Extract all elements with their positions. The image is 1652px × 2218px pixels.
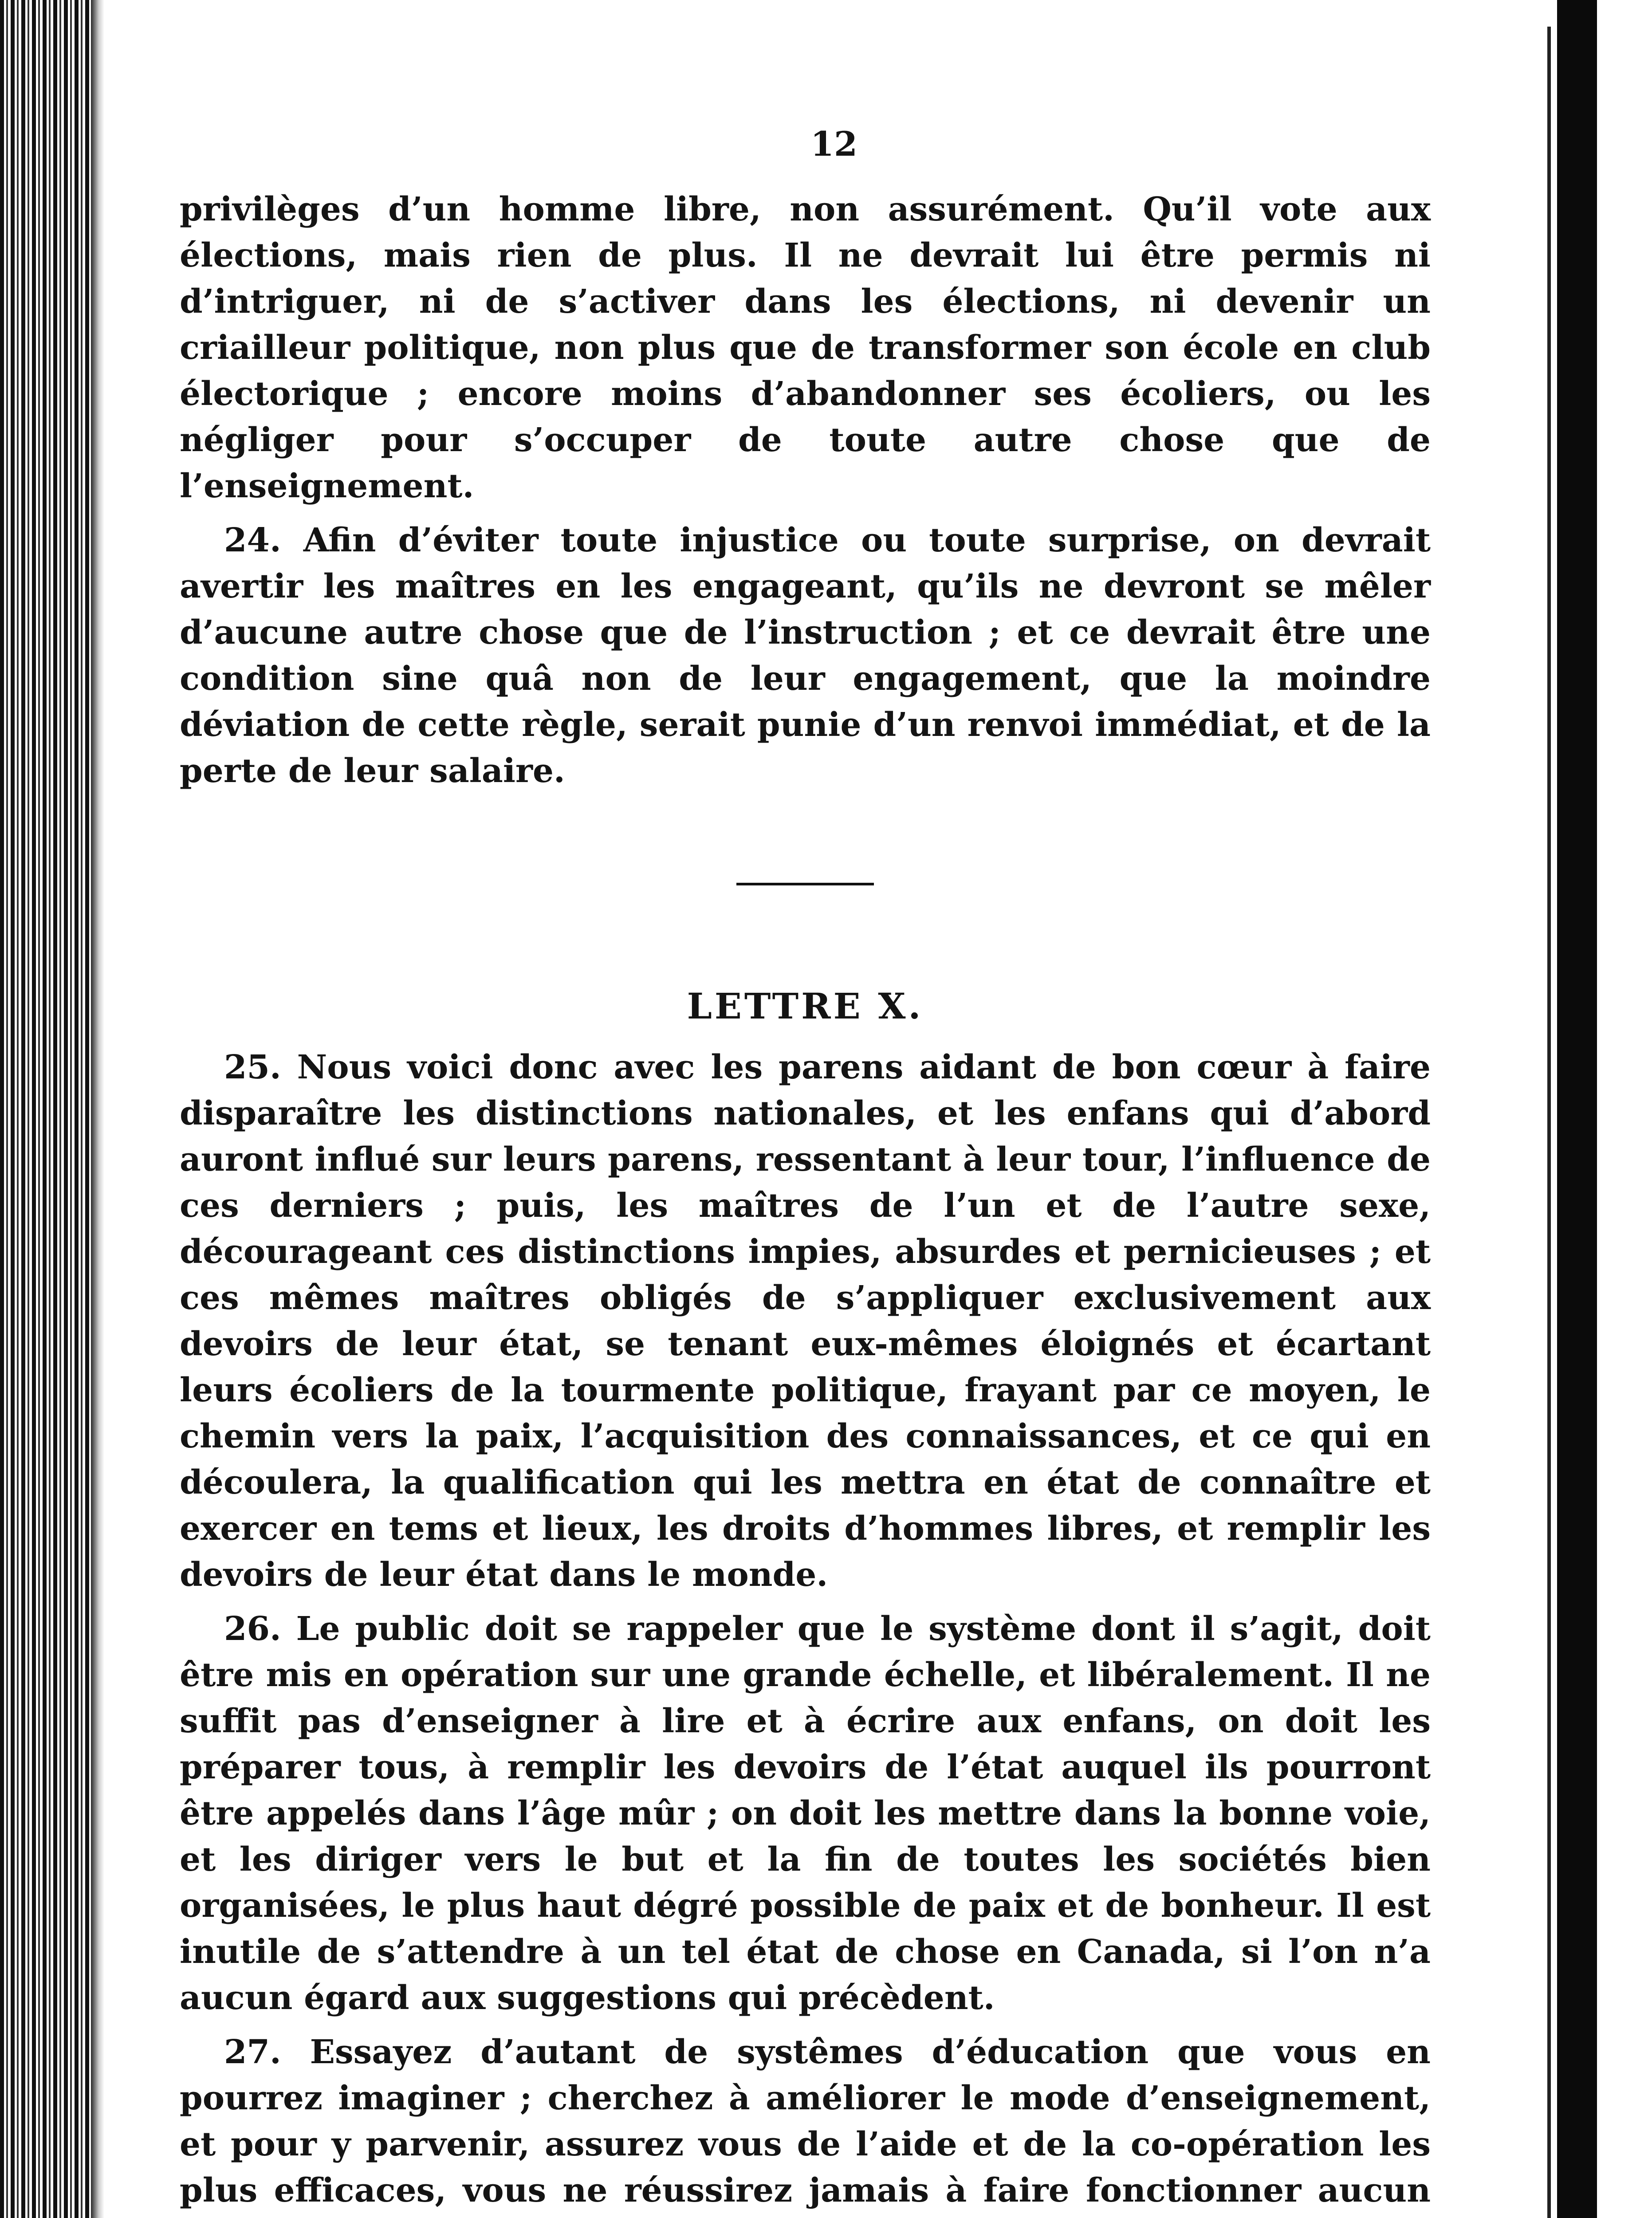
book-binding-shadow bbox=[0, 0, 91, 2218]
paragraph-number: 25. bbox=[224, 1048, 281, 1086]
page-number: 12 bbox=[810, 124, 857, 164]
scan-margin bbox=[1597, 0, 1652, 2218]
paragraph-number: 26. bbox=[224, 1610, 281, 1648]
page-text bbox=[180, 186, 1431, 2218]
paragraph-body: Le public doit se rappeler que le système dont il s’agit, doit être mis en opération sur une grande échelle, et libéralement. Il ne suffit pas d’enseigner à lire et à écrire aux enfans, on doit les préparer tous, à remplir les devoirs de l’état auquel ils pourront être appelés dans l’âge mûr ; on doit les mettre dans la bonne voie, et les diriger vers le but et la fin de toutes les sociétés bien organisées, le plus haut dégré possible de paix et de bonheur. Il est inutile de s’attendre à un tel état de chose en Canada, si l’on n’a aucun égard aux suggestions qui précèdent. bbox=[180, 1610, 1431, 2017]
paragraph-body: Nous voici donc avec les parens aidant de bon cœur à faire disparaître les distinctions nationales, et les enfans qui d’abord auront influé sur leurs parens, ressentant à leur tour, l’influence de ces derniers ; puis, les maîtres de l’un et de l’autre sexe, décourageant ces distinctions impies, absurdes et pernicieuses ; et ces mêmes maîtres obligés de s’appliquer exclusivement aux devoirs de leur état, se tenant eux-mêmes éloignés et écartant leurs écoliers de la tourmente politique, frayant par ce moyen, le chemin vers la paix, l’acquisition des connaissances, et ce qui en découlera, la qualification qui les mettra en état de connaître et exercer en tems et lieux, les droits d’hommes libres, et remplir les devoirs de leur état dans le monde. bbox=[180, 1048, 1431, 1594]
continuation-paragraph: privilèges d’un homme libre, non assurément. Qu’il vote aux élections, mais rien de plus. Il ne devrait lui être permis ni d’intriguer, ni de s’activer dans les élections, ni devenir un criailleur politique, non plus que de transformer son école en club électorique ; encore moins d’abandonner ses écoliers, ou les négliger pour s’occuper de toute autre chose que de l’enseignement. bbox=[180, 190, 1431, 505]
paragraph-24 bbox=[180, 517, 1431, 794]
paragraph-26 bbox=[180, 1606, 1431, 2021]
paragraph-27 bbox=[180, 2029, 1431, 2218]
letter-heading: LETTRE X. bbox=[687, 985, 924, 1027]
section-divider bbox=[736, 883, 874, 885]
scan-border bbox=[1557, 0, 1597, 2218]
gutter-gradient bbox=[91, 0, 104, 2218]
page-edge-rule bbox=[1547, 27, 1551, 2218]
paragraph-body: Afin d’éviter toute injustice ou toute surprise, on devrait avertir les maîtres en les engageant, qu’ils ne devront se mêler d’aucune autre chose que de l’instruction ; et ce devrait être une condition sine quâ non de leur engagement, que la moindre déviation de cette règle, serait punie d’un renvoi immédiat, et de la perte de leur salaire. bbox=[180, 521, 1431, 790]
paragraph-25 bbox=[180, 1044, 1431, 1598]
paragraph-body: Essayez d’autant de systêmes d’éducation que vous en pourrez imaginer ; cherchez à améliorer le mode d’enseignement, et pour y parvenir, assurez vous de l’aide et de la co-opération les plus efficaces, vous ne réussirez jamais à faire fonctionner aucun bbox=[180, 2033, 1431, 2210]
paragraph-number: 24. bbox=[224, 521, 281, 559]
paragraph-number: 27. bbox=[224, 2033, 281, 2071]
